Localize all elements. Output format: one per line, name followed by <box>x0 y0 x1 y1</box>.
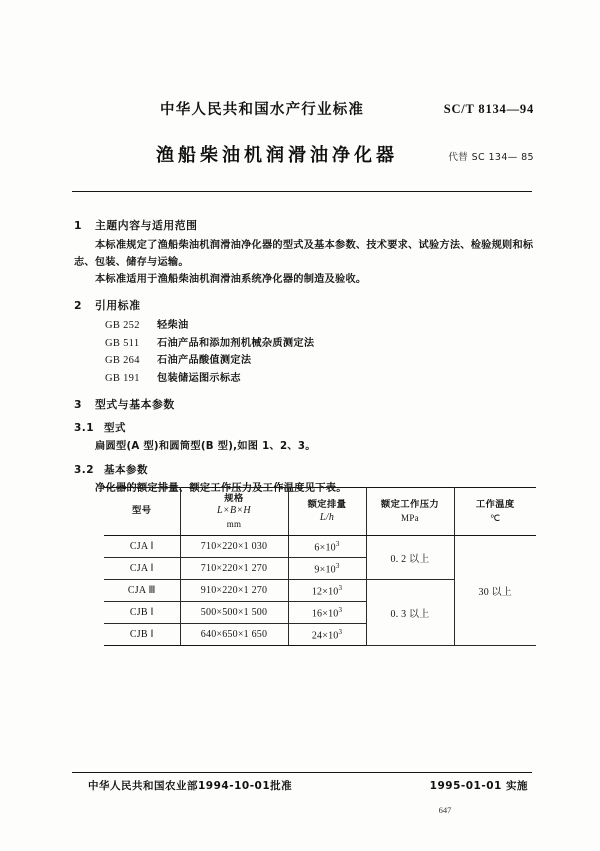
cell-pressure: 0. 3 以上 <box>366 580 454 646</box>
cell-flow-exponent: 3 <box>335 561 340 570</box>
list-item <box>74 335 534 353</box>
subsection-3-2-text: 净化器的额定排量、额定工作压力及工作温度见下表。 <box>95 483 347 494</box>
section-heading-2 <box>74 297 534 314</box>
standard-series-title: 中华人民共和国水产行业标准 <box>160 102 365 118</box>
reference-code: GB 264 <box>105 355 140 366</box>
document-body <box>74 208 534 497</box>
subsection-number-3-2: 3.2 <box>74 464 95 476</box>
column-header-pressure-line1: 额定工作压力 <box>380 499 440 510</box>
column-header-size <box>180 488 288 536</box>
cell-flow <box>288 580 366 602</box>
page-title: 渔船柴油机润滑油净化器 <box>156 145 398 166</box>
cell-flow <box>288 602 366 624</box>
document-header <box>72 98 534 167</box>
cell-model: CJA Ⅰ <box>104 536 180 558</box>
subsection-heading-3-2 <box>74 462 534 479</box>
section-title-1: 主题内容与适用范围 <box>95 219 198 232</box>
cell-model: CJA Ⅰ <box>104 558 180 580</box>
reference-code: GB 511 <box>105 337 140 349</box>
list-item <box>74 370 534 388</box>
reference-code: GB 252 <box>105 320 140 331</box>
page-number: 647 <box>438 805 452 815</box>
cell-flow-base: 6×10 <box>314 542 336 554</box>
column-header-temperature <box>454 488 536 536</box>
footer-divider <box>72 772 532 773</box>
approval-statement: 中华人民共和国农业部1994-10-01批准 <box>88 780 293 792</box>
cell-flow-exponent: 3 <box>338 627 343 636</box>
cell-flow-base: 9×10 <box>314 564 336 576</box>
column-header-size-line1: 规格 <box>224 492 244 504</box>
cell-flow-base: 16×10 <box>311 608 339 620</box>
column-header-size-line2: L×B×H <box>217 505 251 517</box>
column-header-model-line1: 型号 <box>132 505 152 517</box>
section-1-paragraph-2: 本标准适用于渔船柴油机润滑油系统净化器的制造及验收。 <box>95 274 367 285</box>
column-header-pressure <box>366 488 454 536</box>
column-header-size-unit: mm <box>226 518 242 529</box>
effective-date: 1995-01-01 实施 <box>429 780 528 792</box>
cell-pressure: 0. 2 以上 <box>366 536 454 580</box>
cell-flow-exponent: 3 <box>338 605 343 614</box>
document-footer <box>72 778 534 793</box>
cell-flow-base: 24×10 <box>311 630 339 642</box>
header-divider <box>72 191 532 192</box>
table-row <box>104 536 536 558</box>
replaces-note: 代替 SC 134— 85 <box>448 152 534 163</box>
cell-flow-base: 12×10 <box>311 586 339 598</box>
subsection-number-3-1: 3.1 <box>74 422 95 434</box>
section-title-3: 型式与基本参数 <box>95 398 175 411</box>
cell-model: CJB Ⅰ <box>104 602 180 624</box>
subsection-heading-3-1 <box>74 420 534 437</box>
column-header-model <box>104 488 180 536</box>
column-header-temperature-unit: ℃ <box>490 512 501 523</box>
cell-size: 500×500×1 500 <box>180 602 288 624</box>
referenced-standards-list <box>74 317 534 387</box>
column-header-flow <box>288 488 366 536</box>
header-row-title <box>72 141 534 167</box>
cell-size: 910×220×1 270 <box>180 580 288 602</box>
parameters-table-container <box>104 487 536 646</box>
list-item <box>74 317 534 335</box>
reference-title: 石油产品酸值测定法 <box>157 355 252 366</box>
cell-flow-exponent: 3 <box>335 539 340 548</box>
cell-model: CJA Ⅲ <box>104 580 180 602</box>
header-row-series <box>72 98 534 119</box>
section-number-2: 2 <box>74 299 83 312</box>
cell-flow <box>288 558 366 580</box>
list-item <box>74 352 534 370</box>
section-heading-3 <box>74 396 534 413</box>
cell-size: 710×220×1 270 <box>180 558 288 580</box>
column-header-flow-line1: 额定排量 <box>307 499 347 510</box>
section-title-2: 引用标准 <box>95 299 141 312</box>
reference-code: GB 191 <box>105 372 140 384</box>
cell-flow-exponent: 3 <box>338 583 343 592</box>
cell-flow <box>288 624 366 646</box>
cell-temperature: 30 以上 <box>454 536 536 646</box>
subsection-title-3-1: 型式 <box>104 422 126 434</box>
subsection-3-1-text: 扁圆型(A 型)和圆筒型(B 型),如图 1、2、3。 <box>95 441 316 452</box>
subsection-title-3-2: 基本参数 <box>104 464 148 476</box>
reference-title: 轻柴油 <box>157 320 189 331</box>
column-header-temperature-line1: 工作温度 <box>475 499 515 510</box>
section-heading-1 <box>74 217 534 234</box>
cell-model: CJB Ⅰ <box>104 624 180 646</box>
reference-title: 石油产品和添加剂机械杂质测定法 <box>157 337 315 349</box>
section-number-3: 3 <box>74 398 83 411</box>
column-header-pressure-unit: MPa <box>401 512 419 523</box>
section-1-paragraph-1: 本标准规定了渔船柴油机润滑油净化器的型式及基本参数、技术要求、试验方法、检验规则和标志、包装、储存与运输。 <box>74 240 534 268</box>
parameters-table <box>104 487 536 646</box>
reference-title: 包装储运图示标志 <box>157 372 241 384</box>
cell-flow <box>288 536 366 558</box>
cell-size: 640×650×1 650 <box>180 624 288 646</box>
section-number-1: 1 <box>74 219 83 232</box>
column-header-flow-unit: L/h <box>319 511 335 523</box>
standard-code: SC/T 8134—94 <box>443 102 534 116</box>
cell-size: 710×220×1 030 <box>180 536 288 558</box>
table-header-row <box>104 488 536 536</box>
